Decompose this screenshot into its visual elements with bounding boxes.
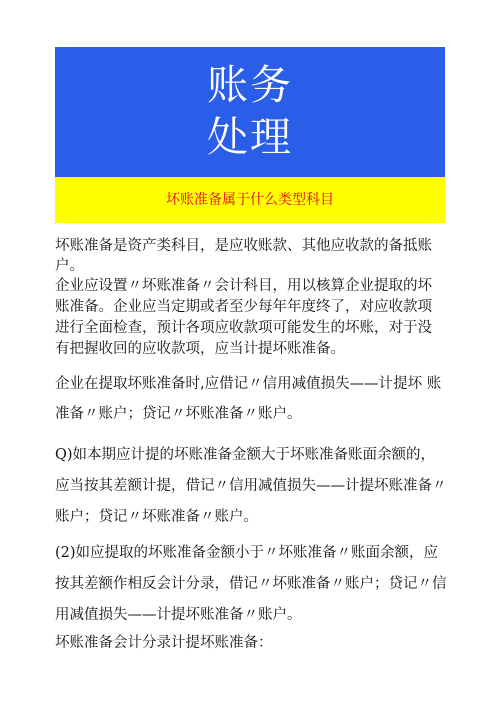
paragraph-setup: 企业应设置〃坏账准备〃会计科目，用以核算企业提取的坏 账准备。企业应当定期或者至少每年年度终了，对应收款项 进行全面检查，预计各项应收款项可能发生的坏账，对于没 有把握收回的应收款项，应当计提坏账准备。 <box>55 278 432 357</box>
paragraph-case-2: (2)如应提取的坏账准备金额小于〃坏账准备〃账面余额，应 按其差额作相反会计分录，借记〃坏账准备〃账户；贷记〃信 用减值损失——计提坏账准备〃账户。 <box>55 545 447 623</box>
title-line-2: 处理 <box>207 113 293 161</box>
header-banner <box>55 47 445 177</box>
subtitle-bar <box>55 177 445 223</box>
paragraph-heading: 坏账准备会计分录计提坏账准备： <box>55 635 273 651</box>
title-line-1: 账务 <box>207 61 293 109</box>
paragraph-definition: 坏账准备是资产类科目，是应收账款、其他应收款的备抵账 户。 <box>55 238 432 274</box>
paragraph-entry: 企业在提取坏账准备时,应借记〃信用减值损失——计提坏 账准备〃账户；贷记〃坏账准备〃账户。 <box>55 376 442 422</box>
paragraph-case-1: Q)如本期应计提的坏账准备金额大于坏账准备账面余额的， 应当按其差额计提，借记〃信用减值损失——计提坏账准备〃 账户；贷记〃坏账准备〃账户。 <box>55 447 447 525</box>
subtitle-text: 坏账准备属于什么类型科目 <box>166 192 334 208</box>
